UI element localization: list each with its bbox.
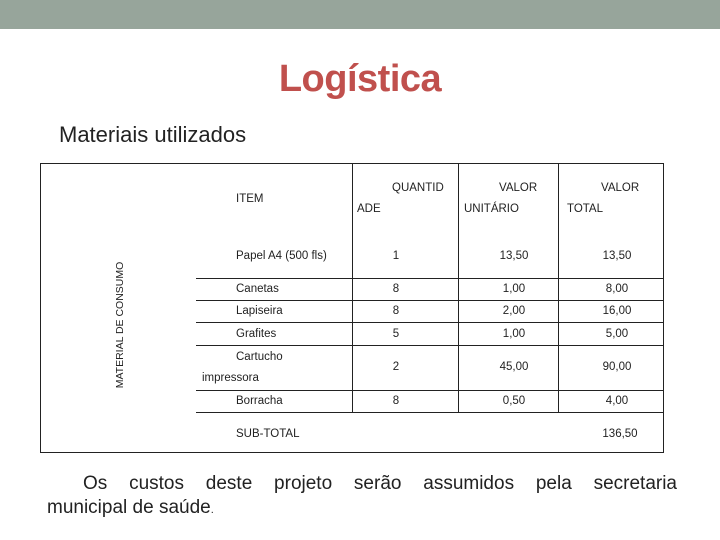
table-row-qty: 1 [392,250,400,262]
side-label-material-consumo: MATERIAL DE CONSUMO [114,261,126,389]
header-valor-unitario-line2: UNITÁRIO [464,203,519,215]
top-bar [0,0,720,29]
row-divider [196,322,664,323]
header-valor-total-line2: TOTAL [567,203,603,215]
table-row-total: 13,50 [602,250,632,262]
table-row-qty: 2 [392,361,400,373]
table-row-item: Papel A4 (500 fls) [236,250,327,262]
page-title: Logística [278,58,442,100]
footer-line-2-text: municipal de saúde [47,497,211,518]
subtotal-value: 136,50 [602,428,638,440]
table-row-item: Canetas [236,283,279,295]
row-divider [196,345,664,346]
table-row-unit: 0,50 [502,395,526,407]
table-row-unit: 2,00 [502,305,526,317]
table-row-total: 5,00 [605,328,629,340]
footer-period: . [210,504,214,516]
table-row-unit: 1,00 [502,283,526,295]
table-row-unit: 1,00 [502,328,526,340]
subtotal-label: SUB-TOTAL [236,428,300,440]
table-row-total: 8,00 [605,283,629,295]
row-divider [196,412,664,413]
row-divider [196,300,664,301]
table-row-total: 4,00 [605,395,629,407]
table-row-total: 90,00 [602,361,632,373]
header-valor-unitario-line1: VALOR [499,182,538,194]
table-row-item: Cartucho [236,351,283,363]
table-row-qty: 8 [392,305,400,317]
page-subtitle: Materiais utilizados [59,122,247,147]
table-row-qty: 8 [392,395,400,407]
table-row-total: 16,00 [602,305,632,317]
column-divider-unit [458,163,459,412]
table-row-qty: 5 [392,328,400,340]
table-row-qty: 8 [392,283,400,295]
header-quantidade-line1: QUANTID [392,182,444,194]
footer-line-2 [47,496,677,522]
table-row-unit: 13,50 [499,250,529,262]
table-row-item-continued: impressora [202,372,259,384]
row-divider [196,390,664,391]
header-item: ITEM [236,193,264,205]
table-row-item: Grafites [236,328,277,340]
header-valor-total-line1: VALOR [601,182,640,194]
footer-line-1: Os custos deste projeto serão assumidos pela secretaria [83,473,677,494]
table-row-unit: 45,00 [499,361,529,373]
table-row-item: Lapiseira [236,305,283,317]
footer-paragraph [47,472,677,522]
header-quantidade-line2: ADE [357,203,381,215]
row-divider [196,278,664,279]
column-divider-total [558,163,559,412]
column-divider-qty [352,163,353,412]
table-row-item: Borracha [236,395,283,407]
